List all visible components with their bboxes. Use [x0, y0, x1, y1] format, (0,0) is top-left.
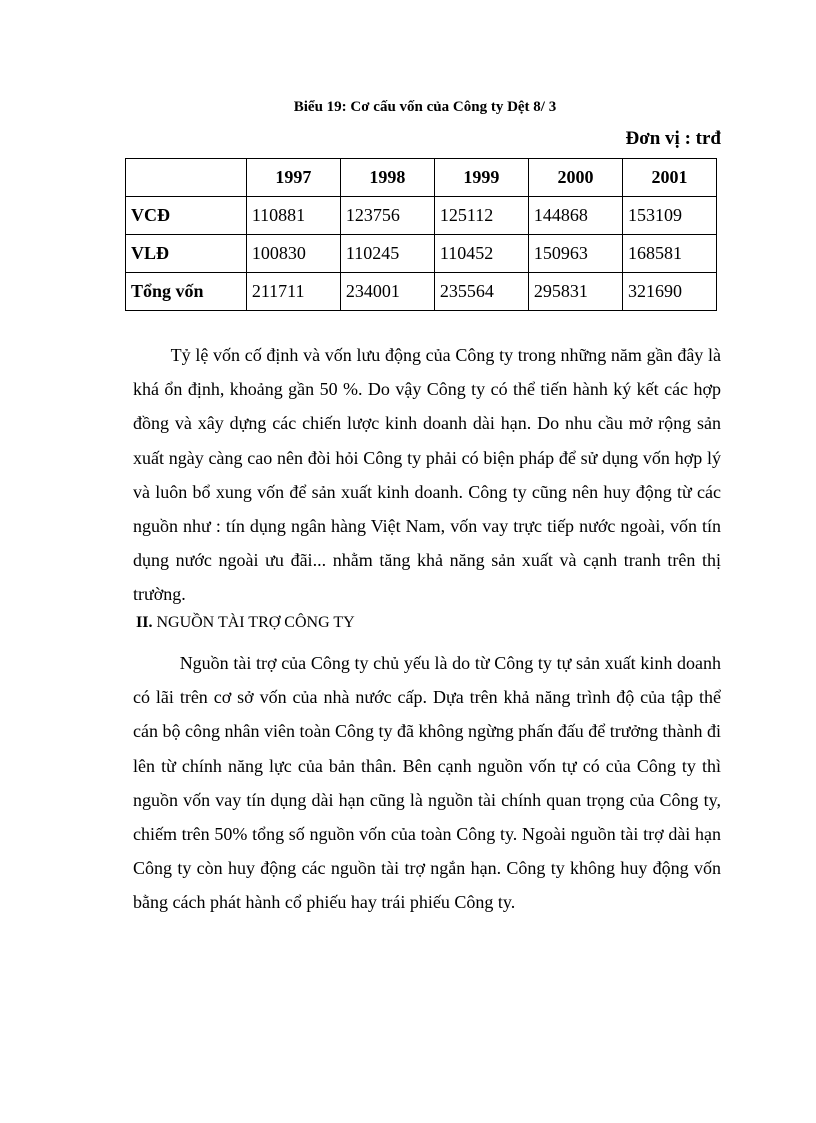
- header-year-1997: 1997: [246, 159, 340, 197]
- table-row-vcd: [126, 197, 717, 235]
- table-cell: 150963: [528, 235, 622, 273]
- section-title: NGUỒN TÀI TRỢ CÔNG TY: [156, 614, 355, 631]
- table-header-row: [126, 159, 717, 197]
- paragraph-capital-ratio: Tỷ lệ vốn cố định và vốn lưu động của Công ty trong những năm gần đây là khá ổn định, khoảng gần 50 %. Do vậy Công ty có thể tiến hành ký kết các hợp đồng và xây dựng các chiến lược kinh doanh dài hạn. Do nhu cầu mở rộng sản xuất ngày càng cao nên đòi hỏi Công ty phải có biện pháp để sử dụng vốn hợp lý và luôn bổ xung vốn để sản xuất kinh doanh. Công ty cũng nên huy động từ các nguồn như : tín dụng ngân hàng Việt Nam, vốn vay trực tiếp nước ngoài, vốn tín dụng nước ngoài ưu đãi... nhằm tăng khả năng sản xuất và cạnh tranh trên thị trường.: [133, 345, 726, 605]
- header-year-1998: 1998: [340, 159, 434, 197]
- table-cell: 234001: [340, 273, 434, 311]
- table-cell: 125112: [434, 197, 528, 235]
- table-row-vld: [126, 235, 717, 273]
- header-year-1999: 1999: [434, 159, 528, 197]
- table-cell: 110881: [246, 197, 340, 235]
- capital-structure-table: [125, 158, 717, 311]
- section-heading: [136, 614, 355, 632]
- table-caption: Biểu 19: Cơ cấu vốn của Công ty Dệt 8/ 3: [293, 99, 557, 115]
- table-cell: 110452: [434, 235, 528, 273]
- table-cell: 321690: [622, 273, 716, 311]
- table-cell: 100830: [246, 235, 340, 273]
- section-numeral: II.: [136, 614, 153, 631]
- paragraph-funding-sources: Nguồn tài trợ của Công ty chủ yếu là do từ Công ty tự sản xuất kinh doanh có lãi trên cơ sở vốn của nhà nước cấp. Dựa trên khả năng trình độ của tập thể cán bộ công nhân viên toàn Công ty đã không ngừng phấn đấu để trưởng thành đi lên từ chính năng lực của bản thân. Bên cạnh nguồn vốn tự có của Công ty thì nguồn vốn vay tín dụng dài hạn cũng là nguồn tài chính quan trọng của Công ty, chiếm trên 50% tổng số nguồn vốn của toàn Công ty. Ngoài nguồn tài trợ dài hạn Công ty còn huy động các nguồn tài trợ ngắn hạn. Công ty không huy động vốn bằng cách phát hành cổ phiếu hay trái phiếu Công ty.: [133, 653, 726, 913]
- table-cell: 168581: [622, 235, 716, 273]
- row-label: VLĐ: [126, 235, 247, 273]
- row-label: VCĐ: [126, 197, 247, 235]
- table-cell: 110245: [340, 235, 434, 273]
- row-label: Tổng vốn: [126, 273, 247, 311]
- table-cell: 295831: [528, 273, 622, 311]
- table-cell: 153109: [622, 197, 716, 235]
- header-year-2000: 2000: [528, 159, 622, 197]
- table-cell: 144868: [528, 197, 622, 235]
- table-cell: 211711: [246, 273, 340, 311]
- unit-label: Đơn vị : trđ: [625, 128, 721, 149]
- table-row-total: [126, 273, 717, 311]
- header-year-2001: 2001: [622, 159, 716, 197]
- table-cell: 235564: [434, 273, 528, 311]
- header-empty-cell: [126, 159, 247, 197]
- table-cell: 123756: [340, 197, 434, 235]
